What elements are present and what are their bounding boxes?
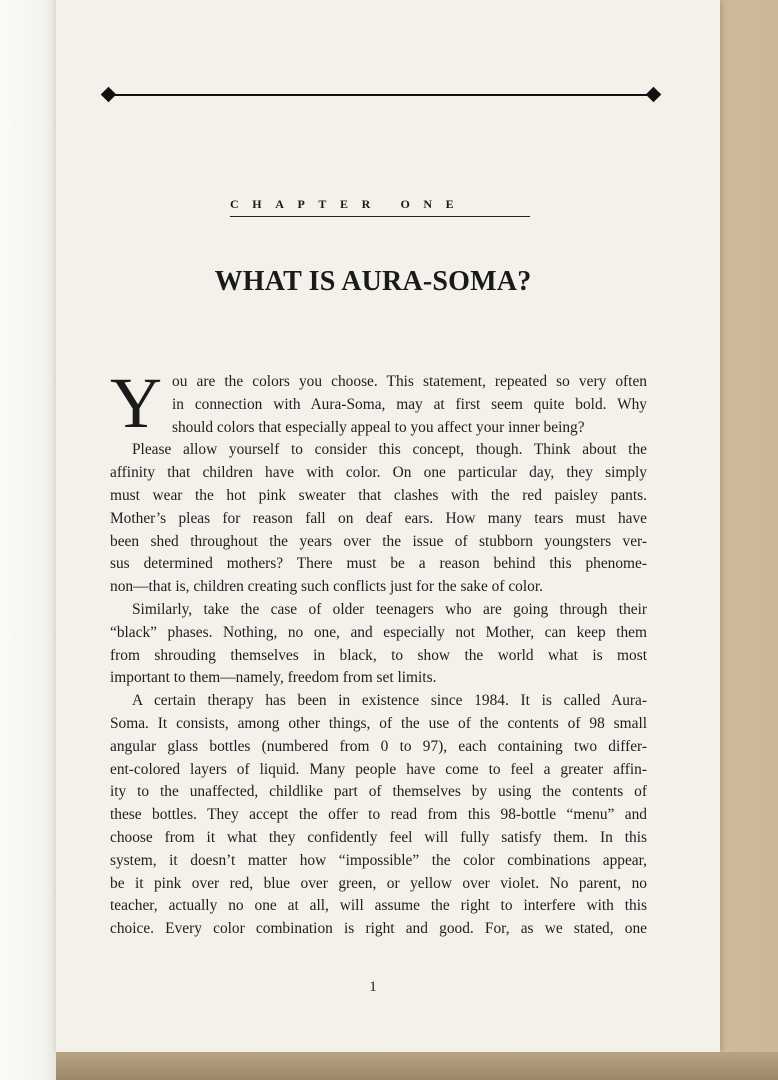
- text-line: choice. Every color combination is right and good. For, as we stated, one: [110, 920, 647, 938]
- text-line: be it pink over red, blue over green, or yellow over violet. No parent, no: [110, 874, 647, 892]
- text-line: non—that is, children creating such conflicts just for the sake of color.: [110, 578, 543, 596]
- page-number: 1: [369, 979, 377, 995]
- text-line: Please allow yourself to consider this concept, though. Think about the: [132, 441, 647, 459]
- text-line: system, it doesn’t matter how “impossible” the color combinations appear,: [110, 851, 647, 869]
- text-line: these bottles. They accept the offer to read from this 98-bottle “menu” and: [110, 806, 647, 824]
- text-line: teacher, actually no one at all, will assume the right to interfere with this: [110, 897, 647, 915]
- text-line: choose from it what they confidently feel will fully satisfy them. In this: [110, 828, 647, 846]
- text-line: from shrouding themselves in black, to show the world what is most: [110, 646, 647, 664]
- text-line: angular glass bottles (numbered from 0 to 97), each containing two differ-: [110, 737, 647, 755]
- text-line: sus determined mothers? There must be a reason behind this phenome-: [110, 555, 647, 573]
- text-line: ou are the colors you choose. This statement, repeated so very often: [172, 373, 647, 390]
- text-line: important to them—namely, freedom from set limits.: [110, 669, 437, 687]
- text-line: should colors that especially appeal to you affect your inner being?: [172, 418, 585, 436]
- drop-cap: Y: [110, 363, 162, 443]
- chapter-title: WHAT IS AURA-SOMA?: [214, 266, 532, 297]
- diamond-ornament-left: [101, 87, 117, 103]
- ornamental-rule: [108, 94, 654, 96]
- text-line: Soma. It consists, among other things, of the use of the contents of 98 small: [110, 714, 647, 732]
- text-line: “black” phases. Nothing, no one, and especially not Mother, can keep them: [110, 623, 647, 641]
- table-surface: [56, 1052, 778, 1080]
- text-line: A certain therapy has been in existence since 1984. It is called Aura-: [132, 692, 647, 710]
- book-page: [56, 0, 720, 1052]
- chapter-label: CHAPTER ONE: [230, 197, 530, 217]
- text-line: Mother’s pleas for reason fall on deaf ears. How many tears must have: [110, 509, 647, 527]
- text-line: ent-colored layers of liquid. Many people have come to feel a greater affin-: [110, 760, 647, 778]
- text-line: been shed throughout the years over the issue of stubborn youngsters ver-: [110, 532, 647, 550]
- diamond-ornament-right: [646, 87, 662, 103]
- facing-page-edge: [0, 0, 56, 1080]
- text-line: Similarly, take the case of older teenagers who are going through their: [132, 600, 647, 618]
- text-line: in connection with Aura-Soma, may at first seem quite bold. Why: [172, 395, 647, 413]
- text-line: must wear the hot pink sweater that clashes with the red paisley pants.: [110, 486, 647, 504]
- body-text: [110, 371, 647, 941]
- text-line: ity to the unaffected, childlike part of themselves by using the contents of: [110, 783, 647, 801]
- text-line: affinity that children have with color. On one particular day, they simply: [110, 464, 647, 482]
